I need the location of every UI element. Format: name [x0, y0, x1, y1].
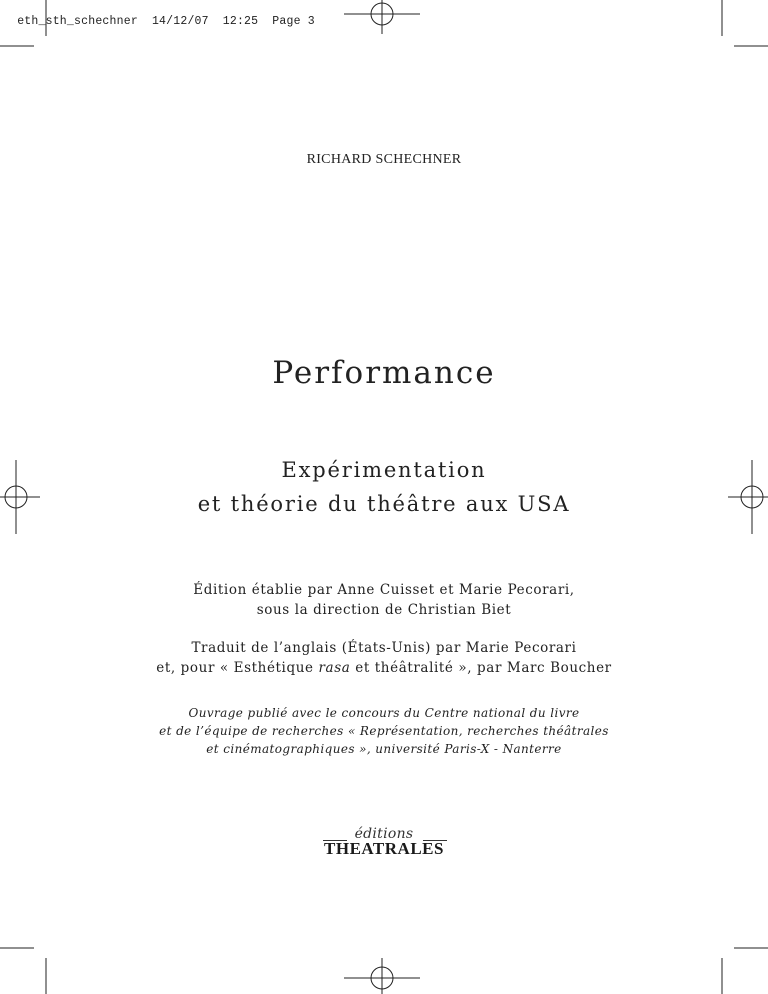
- edition-line-1: Édition établie par Anne Cuisset et Marie Pecorari,: [193, 582, 575, 598]
- support-line-3: et cinématographiques », université Paris-X - Nanterre: [206, 742, 562, 756]
- logo-top-word: éditions: [354, 826, 414, 842]
- registration-mark-bottom: [344, 958, 420, 994]
- edition-credits: [0, 580, 768, 620]
- registration-mark-top: [344, 0, 420, 34]
- support-line-1: Ouvrage publié avec le concours du Centre national du livre: [188, 706, 580, 720]
- logo-main-word: THEATRALES: [324, 839, 444, 858]
- book-title: Performance: [272, 355, 496, 391]
- translation-credits: [0, 638, 768, 678]
- slug-time: 12:25: [222, 15, 259, 28]
- book-subtitle: [0, 453, 768, 521]
- translation-line-1: Traduit de l’anglais (États-Unis) par Marie Pecorari: [191, 640, 577, 656]
- publisher-logo: [320, 826, 448, 862]
- author-name: RICHARD SCHECHNER: [306, 152, 462, 167]
- subtitle-line-1: Expérimentation: [281, 458, 487, 482]
- slug-date: 14/12/07: [151, 15, 209, 28]
- translation-line-2-emphasis: rasa: [318, 660, 351, 676]
- slug-page-label: Page 3: [272, 15, 315, 28]
- support-line-2: et de l’équipe de recherches « Représentation, recherches théâtrales: [159, 724, 609, 738]
- support-note: [0, 704, 768, 758]
- translation-line-2: [0, 658, 768, 678]
- translation-line-2-start: et, pour « Esthétique: [156, 660, 319, 676]
- subtitle-line-2: et théorie du théâtre aux USA: [197, 492, 571, 516]
- slug-filename: eth_sth_schechner: [17, 15, 138, 28]
- translation-line-2-end: et théâtralité », par Marc Boucher: [350, 660, 612, 676]
- edition-line-2: sous la direction de Christian Biet: [256, 602, 512, 618]
